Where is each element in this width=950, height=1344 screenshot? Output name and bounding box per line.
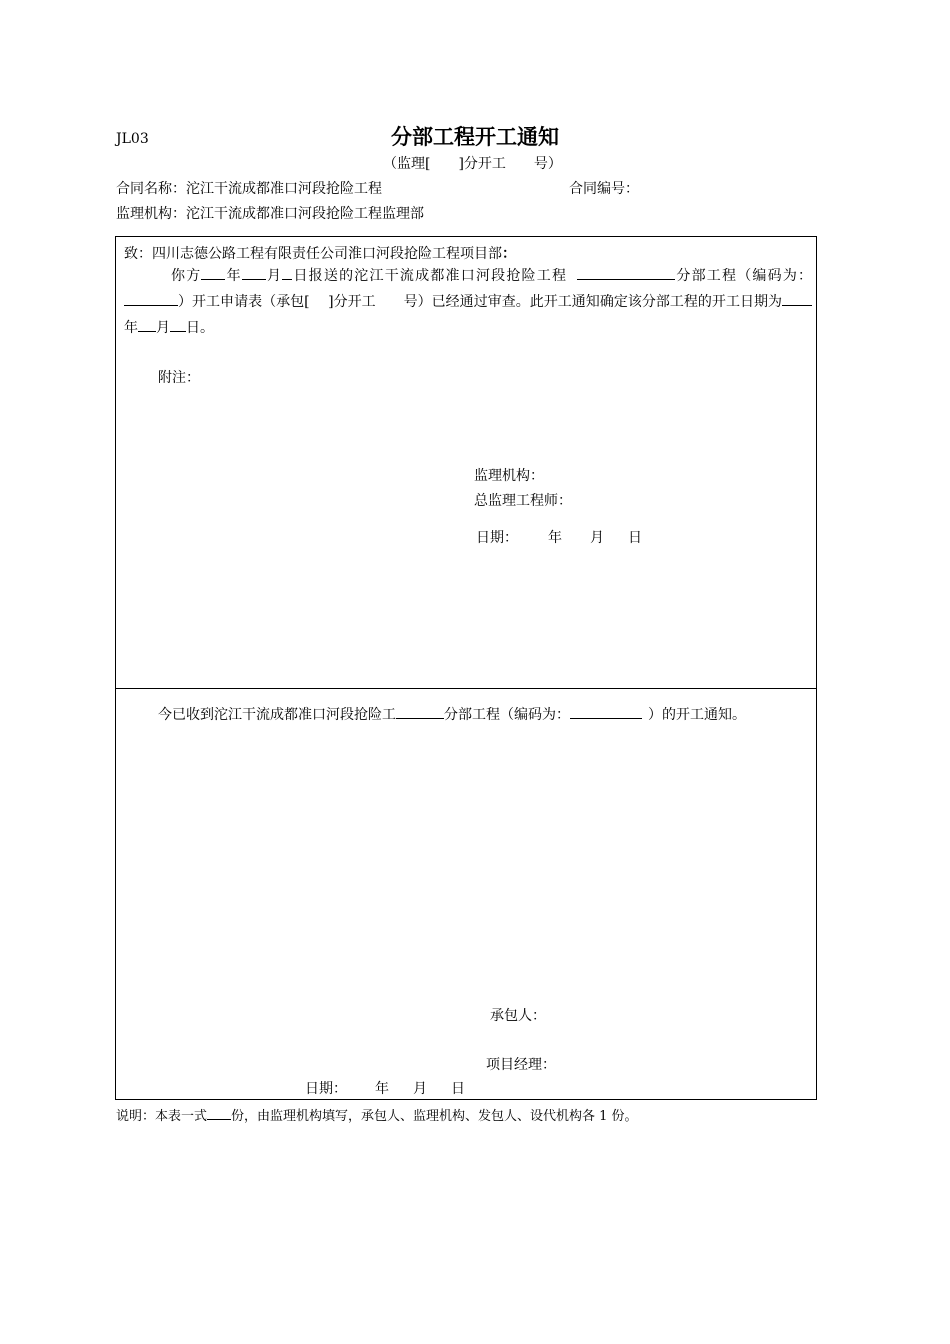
page-title: 分部工程开工通知 xyxy=(391,124,559,149)
blank-start-day[interactable] xyxy=(170,316,186,332)
blank-copies[interactable] xyxy=(207,1104,231,1120)
receipt-date-label: 日期： xyxy=(305,1081,347,1097)
supervisor-org-value: 沱江干流成都准口河段抢险工程监理部 xyxy=(186,206,424,222)
supervisor-org-label: 监理机构： xyxy=(116,206,186,222)
blank-day[interactable] xyxy=(282,264,292,280)
supervisor-org-sign-label: 监理机构： xyxy=(474,468,544,484)
recipient-text: 致：四川志德公路工程有限责任公司淮口河段抢险工程项目部 xyxy=(124,246,502,262)
p-day2: 日。 xyxy=(186,320,214,336)
blank-receipt-division[interactable] xyxy=(396,703,444,719)
receipt-text-d: 知。 xyxy=(718,707,746,723)
blank-year[interactable] xyxy=(201,264,225,280)
contract-name-label: 合同名称： xyxy=(116,181,186,197)
recipient-colon: ： xyxy=(502,246,516,262)
receipt-date xyxy=(305,1078,465,1098)
footer-note-b: 份，由监理机构填写，承包人、监理机构、发包人、设代机构各 1 份。 xyxy=(231,1109,638,1124)
contract-name xyxy=(116,178,382,198)
blank-division-name[interactable] xyxy=(577,264,675,280)
blank-start-month[interactable] xyxy=(138,316,156,332)
receipt-text-b: 分部工程（编码为： xyxy=(444,707,570,723)
form-code: JL03 xyxy=(116,131,149,147)
chief-engineer-label: 总监理工程师： xyxy=(474,493,572,509)
p-month2: 月 xyxy=(156,320,170,336)
date-day: 日 xyxy=(628,530,642,546)
date-month: 月 xyxy=(590,530,604,546)
notice-date xyxy=(476,527,642,547)
date-label: 日期： xyxy=(476,530,518,546)
p-year2: 年 xyxy=(124,320,138,336)
receipt-date-day: 日 xyxy=(451,1081,465,1097)
contract-name-value: 沱江干流成都准口河段抢险工程 xyxy=(186,181,382,197)
project-manager-label: 项目经理： xyxy=(486,1057,556,1073)
receipt-text-c: ）的开工通 xyxy=(648,707,718,723)
notice-paragraph xyxy=(124,263,812,341)
date-year: 年 xyxy=(548,530,562,546)
blank-division-code[interactable] xyxy=(124,290,178,306)
notice-form-box xyxy=(115,236,817,1100)
p-year: 年 xyxy=(225,268,242,284)
blank-receipt-code[interactable] xyxy=(570,703,642,719)
blank-month[interactable] xyxy=(242,264,266,280)
section-divider xyxy=(115,688,817,689)
p-division: 分部工程（编码为： xyxy=(675,268,813,284)
blank-start-year[interactable] xyxy=(782,290,812,306)
footer-note-a: 说明：本表一式 xyxy=(116,1109,208,1124)
p-day-report: 日报送的沱江干流成都准口河段抢险工程 xyxy=(292,268,568,284)
supervisor-org xyxy=(116,203,424,223)
page-subtitle: （监理[ ]分开工 号） xyxy=(383,156,562,172)
p-rest: ）开工申请表（承包[ ]分开工 号）已经通过审查。此开工通知确定该分部工程的开工日期为 xyxy=(178,294,782,310)
contractor-label: 承包人： xyxy=(490,1008,546,1024)
contract-number-label: 合同编号： xyxy=(569,181,639,197)
p-you: 你方 xyxy=(171,268,202,284)
notice-recipient xyxy=(124,243,516,263)
receipt-date-month: 月 xyxy=(413,1081,427,1097)
receipt-text-a: 今已收到沱江干流成都准口河段抢险工 xyxy=(158,707,396,723)
p-month: 月 xyxy=(265,268,283,284)
receipt-paragraph xyxy=(124,702,812,728)
receipt-date-year: 年 xyxy=(375,1081,389,1097)
footer-note xyxy=(116,1104,638,1124)
attachment-label: 附注： xyxy=(158,370,200,386)
